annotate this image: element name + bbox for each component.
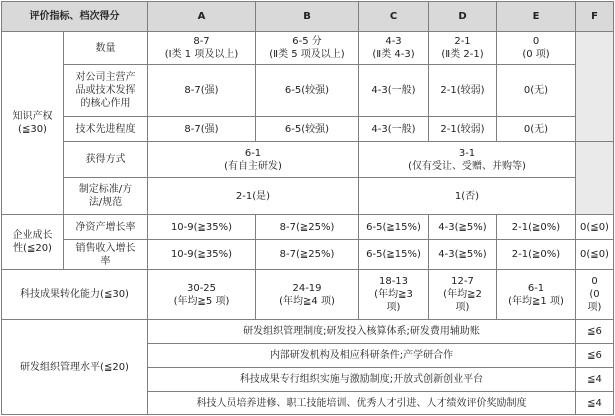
transfer-c-score: 18-13 bbox=[378, 276, 409, 287]
growth-net-asset-c: 6-5(≧15%) bbox=[359, 215, 429, 240]
rd-row-4-score: ≦4 bbox=[576, 392, 614, 415]
ip-standard-row bbox=[2, 178, 614, 215]
header-col-f: F bbox=[576, 2, 614, 32]
rd-row-3-score: ≦4 bbox=[576, 368, 614, 392]
ip-standard-name-line1: 制定标准/方 bbox=[78, 184, 133, 195]
ip-quantity-b-note: (Ⅱ类 5 项及以上) bbox=[269, 49, 345, 60]
rd-row-1 bbox=[2, 320, 614, 344]
ip-method-cde-note: (仅有受让、受赠、并购等) bbox=[408, 160, 526, 172]
ip-support-name bbox=[64, 65, 148, 117]
transfer-b bbox=[256, 270, 359, 320]
ip-quantity-d-note: (Ⅱ类 2-1) bbox=[441, 49, 484, 60]
transfer-d-note-line2: 项) bbox=[455, 302, 470, 313]
ip-method-ab-score: 6-1 bbox=[244, 147, 262, 159]
ip-method-ab-note: (有自主研发) bbox=[224, 160, 282, 172]
evaluation-table-wrapper bbox=[1, 1, 613, 414]
ip-quantity-b-score: 6-5 分 bbox=[292, 36, 322, 47]
ip-method-cde bbox=[359, 142, 576, 178]
growth-net-asset-b: 8-7(≧25%) bbox=[256, 215, 359, 240]
ip-quantity-a-note: (Ⅰ类 1 项及以上) bbox=[164, 49, 239, 60]
ip-quantity-a bbox=[148, 32, 256, 65]
ip-quantity-e bbox=[497, 32, 576, 65]
growth-sales-e: 2-1(≧0%) bbox=[497, 240, 576, 270]
ip-quantity-name: 数量 bbox=[64, 32, 148, 65]
ip-quantity-row bbox=[2, 32, 614, 65]
rd-row-1-text: 研发组织管理制度;研发投入核算体系;研发费用辅助账 bbox=[148, 320, 576, 344]
transfer-c bbox=[359, 270, 429, 320]
transfer-d-score: 12-7 bbox=[451, 276, 474, 287]
growth-net-asset-row bbox=[2, 215, 614, 240]
transfer-f-note-line1: (0 bbox=[589, 289, 600, 300]
header-col-b: B bbox=[256, 2, 359, 32]
ip-f-empty-cell bbox=[576, 32, 614, 142]
growth-sales-name bbox=[64, 240, 148, 270]
transfer-a-note: (年均≧5 项) bbox=[173, 295, 230, 307]
growth-net-asset-a: 10-9(≧35%) bbox=[148, 215, 256, 240]
ip-category-label bbox=[2, 32, 64, 215]
ip-advanced-name: 技术先进程度 bbox=[64, 117, 148, 142]
ip-advanced-d: 2-1(较弱) bbox=[429, 117, 497, 142]
rd-category-label: 研发组织管理水平(≦20) bbox=[2, 320, 148, 415]
transfer-a-score: 30-25 bbox=[186, 282, 217, 294]
ip-advanced-a: 8-7(强) bbox=[148, 117, 256, 142]
header-col-a: A bbox=[148, 2, 256, 32]
header-row bbox=[2, 2, 614, 32]
ip-quantity-b bbox=[256, 32, 359, 65]
growth-net-asset-d: 4-3(≧5%) bbox=[429, 215, 497, 240]
ip-support-name-line1: 对公司主营产 bbox=[75, 72, 136, 83]
growth-sales-b: 8-7(≧25%) bbox=[256, 240, 359, 270]
header-indicator: 评价指标、档次得分 bbox=[2, 2, 148, 32]
rd-row-4-text: 科技人员培养进修、职工技能培训、优秀人才引进、人才绩效评价奖励制度 bbox=[148, 392, 576, 415]
ip-method-cde-score: 3-1 bbox=[458, 147, 476, 159]
ip-category-label-line2: (≦30) bbox=[18, 124, 47, 135]
header-col-e: E bbox=[497, 2, 576, 32]
ip-method-name: 获得方式 bbox=[64, 142, 148, 178]
transfer-d bbox=[429, 270, 497, 320]
transfer-f-note-line2: 项) bbox=[587, 302, 602, 313]
ip-support-name-line3: 的核心作用 bbox=[80, 98, 131, 109]
rd-row-3-text: 科技成果专行组织实施与激励制度;开放式创新创业平台 bbox=[148, 368, 576, 392]
ip-method-f-empty-cell bbox=[576, 142, 614, 215]
ip-standard-name-line2: 法/规范 bbox=[88, 197, 123, 208]
ip-advanced-c: 4-3(一般) bbox=[359, 117, 429, 142]
transfer-c-note-line2: 项) bbox=[386, 302, 401, 313]
ip-standard-cde: 1(否) bbox=[359, 178, 576, 215]
ip-quantity-e-score: 0 bbox=[532, 36, 540, 47]
transfer-label: 科技成果转化能力(≦30) bbox=[2, 270, 148, 320]
ip-method-ab bbox=[148, 142, 359, 178]
transfer-e-score: 6-1 bbox=[527, 282, 545, 294]
ip-support-name-line2: 品或技术发挥 bbox=[75, 85, 136, 96]
rd-row-2-score: ≦6 bbox=[576, 344, 614, 368]
growth-sales-c: 6-5(≧15%) bbox=[359, 240, 429, 270]
transfer-a bbox=[148, 270, 256, 320]
ip-quantity-c-score: 4-3 bbox=[385, 36, 402, 47]
growth-net-asset-f: 0(≦0) bbox=[576, 215, 614, 240]
transfer-b-note: (年均≧4 项) bbox=[279, 295, 335, 307]
ip-support-c: 4-3(一般) bbox=[359, 65, 429, 117]
ip-standard-name bbox=[64, 178, 148, 215]
rd-row-1-score: ≦6 bbox=[576, 320, 614, 344]
evaluation-table bbox=[1, 1, 614, 415]
transfer-f-score: 0 bbox=[591, 276, 598, 287]
ip-quantity-d bbox=[429, 32, 497, 65]
ip-support-e: 0(无) bbox=[497, 65, 576, 117]
ip-category-label-line1: 知识产权 bbox=[12, 111, 53, 122]
growth-net-asset-e: 2-1(≧0%) bbox=[497, 215, 576, 240]
ip-method-row bbox=[2, 142, 614, 178]
rd-row-2-text: 内部研发机构及相应科研条件;产学研合作 bbox=[148, 344, 576, 368]
growth-sales-d: 4-3(≧5%) bbox=[429, 240, 497, 270]
growth-net-asset-name: 净资产增长率 bbox=[64, 215, 148, 240]
transfer-e bbox=[497, 270, 576, 320]
ip-advanced-b: 6-5(较强) bbox=[256, 117, 359, 142]
ip-quantity-e-note: (0 项) bbox=[522, 49, 550, 60]
transfer-c-note-line1: (年均≧3 bbox=[374, 289, 413, 300]
transfer-row bbox=[2, 270, 614, 320]
ip-standard-ab: 2-1(是) bbox=[148, 178, 359, 215]
ip-quantity-c-note: (Ⅱ类 4-3) bbox=[372, 49, 415, 60]
transfer-f bbox=[576, 270, 614, 320]
ip-support-a: 8-7(强) bbox=[148, 65, 256, 117]
growth-sales-name-line2: 率 bbox=[100, 255, 111, 267]
ip-support-d: 2-1(较弱) bbox=[429, 65, 497, 117]
transfer-b-score: 24-19 bbox=[292, 282, 322, 294]
transfer-e-note: (年均≧1 项) bbox=[508, 295, 564, 307]
ip-advanced-e: 0(无) bbox=[497, 117, 576, 142]
growth-category-label-line1: 企业成长 bbox=[12, 230, 53, 241]
ip-quantity-c bbox=[359, 32, 429, 65]
growth-category-label bbox=[2, 215, 64, 270]
growth-sales-a: 10-9(≧35%) bbox=[148, 240, 256, 270]
ip-support-row bbox=[2, 65, 614, 117]
header-col-c: C bbox=[359, 2, 429, 32]
ip-support-b: 6-5(较强) bbox=[256, 65, 359, 117]
ip-quantity-a-score: 8-7 bbox=[193, 36, 210, 47]
growth-sales-name-line1: 销售收入增长 bbox=[75, 242, 136, 254]
growth-sales-row bbox=[2, 240, 614, 270]
transfer-d-note-line1: (年均≧2 bbox=[443, 289, 482, 300]
ip-advanced-row bbox=[2, 117, 614, 142]
growth-category-label-line2: 性(≦20) bbox=[13, 243, 52, 254]
ip-quantity-d-score: 2-1 bbox=[454, 36, 471, 47]
header-col-d: D bbox=[429, 2, 497, 32]
growth-sales-f: 0(≦0) bbox=[576, 240, 614, 270]
